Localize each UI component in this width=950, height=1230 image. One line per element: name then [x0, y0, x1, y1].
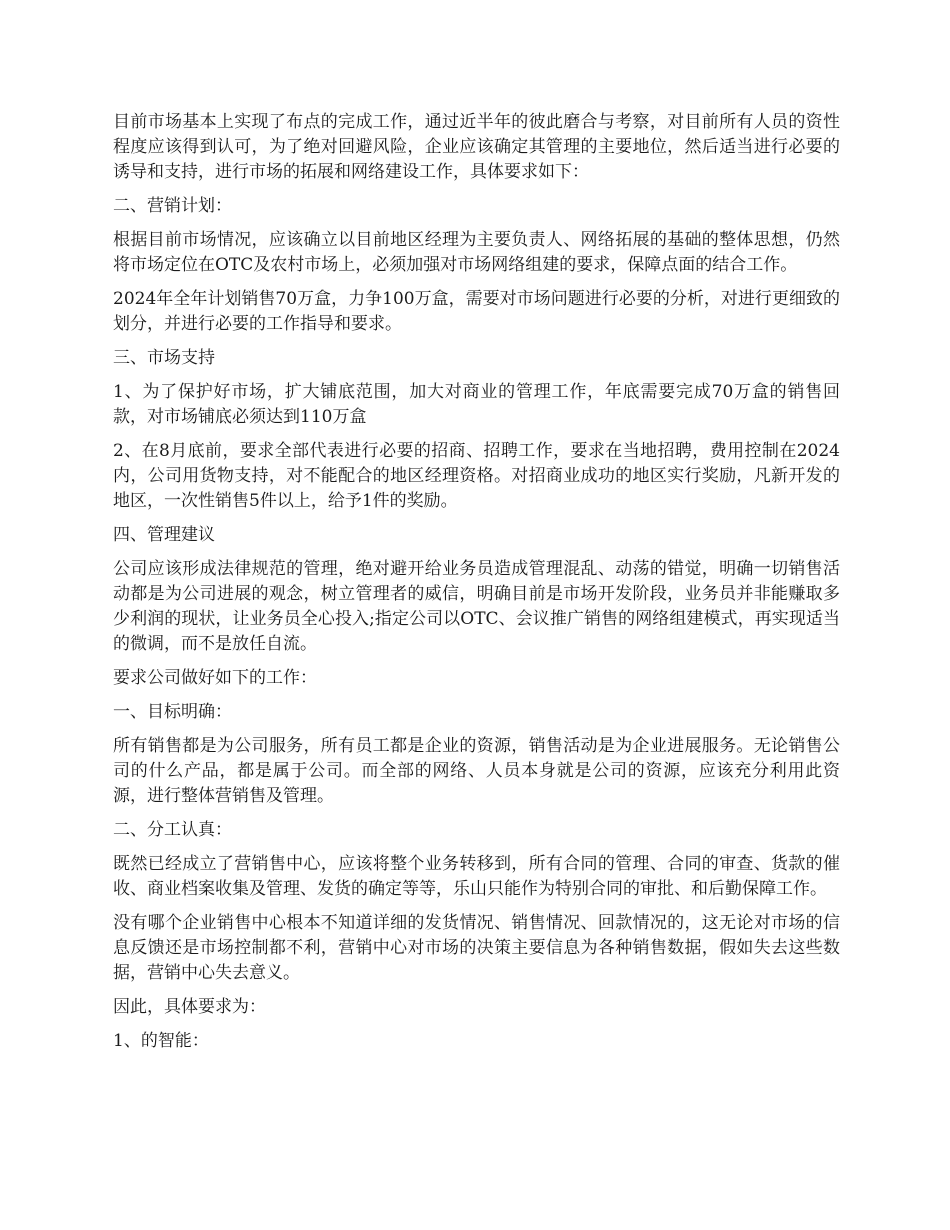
section-heading-clear-goals: 一、目标明确：	[113, 702, 232, 722]
paragraph-company-requirements: 要求公司做好如下的工作：	[113, 668, 317, 688]
intro-paragraph: 目前市场基本上实现了布点的完成工作，通过近半年的彼此磨合与考察，对目前所有人员的资性程度应该得到认可，为了绝对回避风险，企业应该确定其管理的主要地位，然后适当进行必要的诱导和支持，进行市场的拓展和网络建设工作，具体要求如下：	[113, 112, 840, 182]
paragraph-sales-data: 没有哪个企业销售中心根本不知道详细的发货情况、销售情况、回款情况的，这无论对市场的信息反馈还是市场控制都不利，营销中心对市场的决策主要信息为各种销售数据，假如失去这些数据，营销中心失去意义。	[113, 913, 840, 983]
paragraph-division-of-labor: 既然已经成立了营销售中心，应该将整个业务转移到，所有合同的管理、合同的审查、货款的催收、商业档案收集及管理、发货的确定等等，乐山只能作为特别合同的审批、和后勤保障工作。	[113, 854, 840, 899]
section-heading-market-support: 三、市场支持	[113, 348, 215, 368]
document-body	[113, 110, 840, 1063]
section-heading-division-of-labor: 二、分工认真：	[113, 820, 232, 840]
paragraph-clear-goals: 所有销售都是为公司服务，所有员工都是企业的资源，销售活动是为企业进展服务。无论销售公司的什么产品，都是属于公司。而全部的网络、人员本身就是公司的资源，应该充分利用此资源，进行整体营销售及管理。	[113, 736, 840, 806]
section-heading-marketing-plan: 二、营销计划：	[113, 196, 232, 216]
paragraph-specific-requirements: 因此，具体要求为：	[113, 997, 266, 1017]
paragraph-sales-target: 2024年全年计划销售70万盒，力争100万盒，需要对市场问题进行必要的分析，对进行更细致的划分，并进行必要的工作指导和要求。	[113, 289, 840, 334]
paragraph-market-positioning: 根据目前市场情况，应该确立以目前地区经理为主要负责人、网络拓展的基础的整体思想，仍然将市场定位在OTC及农村市场上，必须加强对市场网络组建的要求，保障点面的结合工作。	[113, 230, 840, 275]
paragraph-management-advice: 公司应该形成法律规范的管理，绝对避开给业务员造成管理混乱、动荡的错觉，明确一切销售活动都是为公司进展的观念，树立管理者的威信，明确目前是市场开发阶段，业务员并非能赚取多少利润的现状，让业务员全心投入;指定公司以OTC、会议推广销售的网络组建模式，再实现适当的微调，而不是放任自流。	[113, 559, 840, 654]
list-item-1: 1、的智能：	[113, 1031, 209, 1051]
paragraph-support-item-1: 1、为了保护好市场，扩大铺底范围，加大对商业的管理工作，年底需要完成70万盒的销售回款，对市场铺底必须达到110万盒	[113, 382, 840, 427]
paragraph-support-item-2: 2、在8月底前，要求全部代表进行必要的招商、招聘工作，要求在当地招聘，费用控制在2024内，公司用货物支持，对不能配合的地区经理资格。对招商业成功的地区实行奖励，凡新开发的地区，一次性销售5件以上，给予1件的奖励。	[113, 441, 840, 511]
section-heading-management-advice: 四、管理建议	[113, 525, 215, 545]
